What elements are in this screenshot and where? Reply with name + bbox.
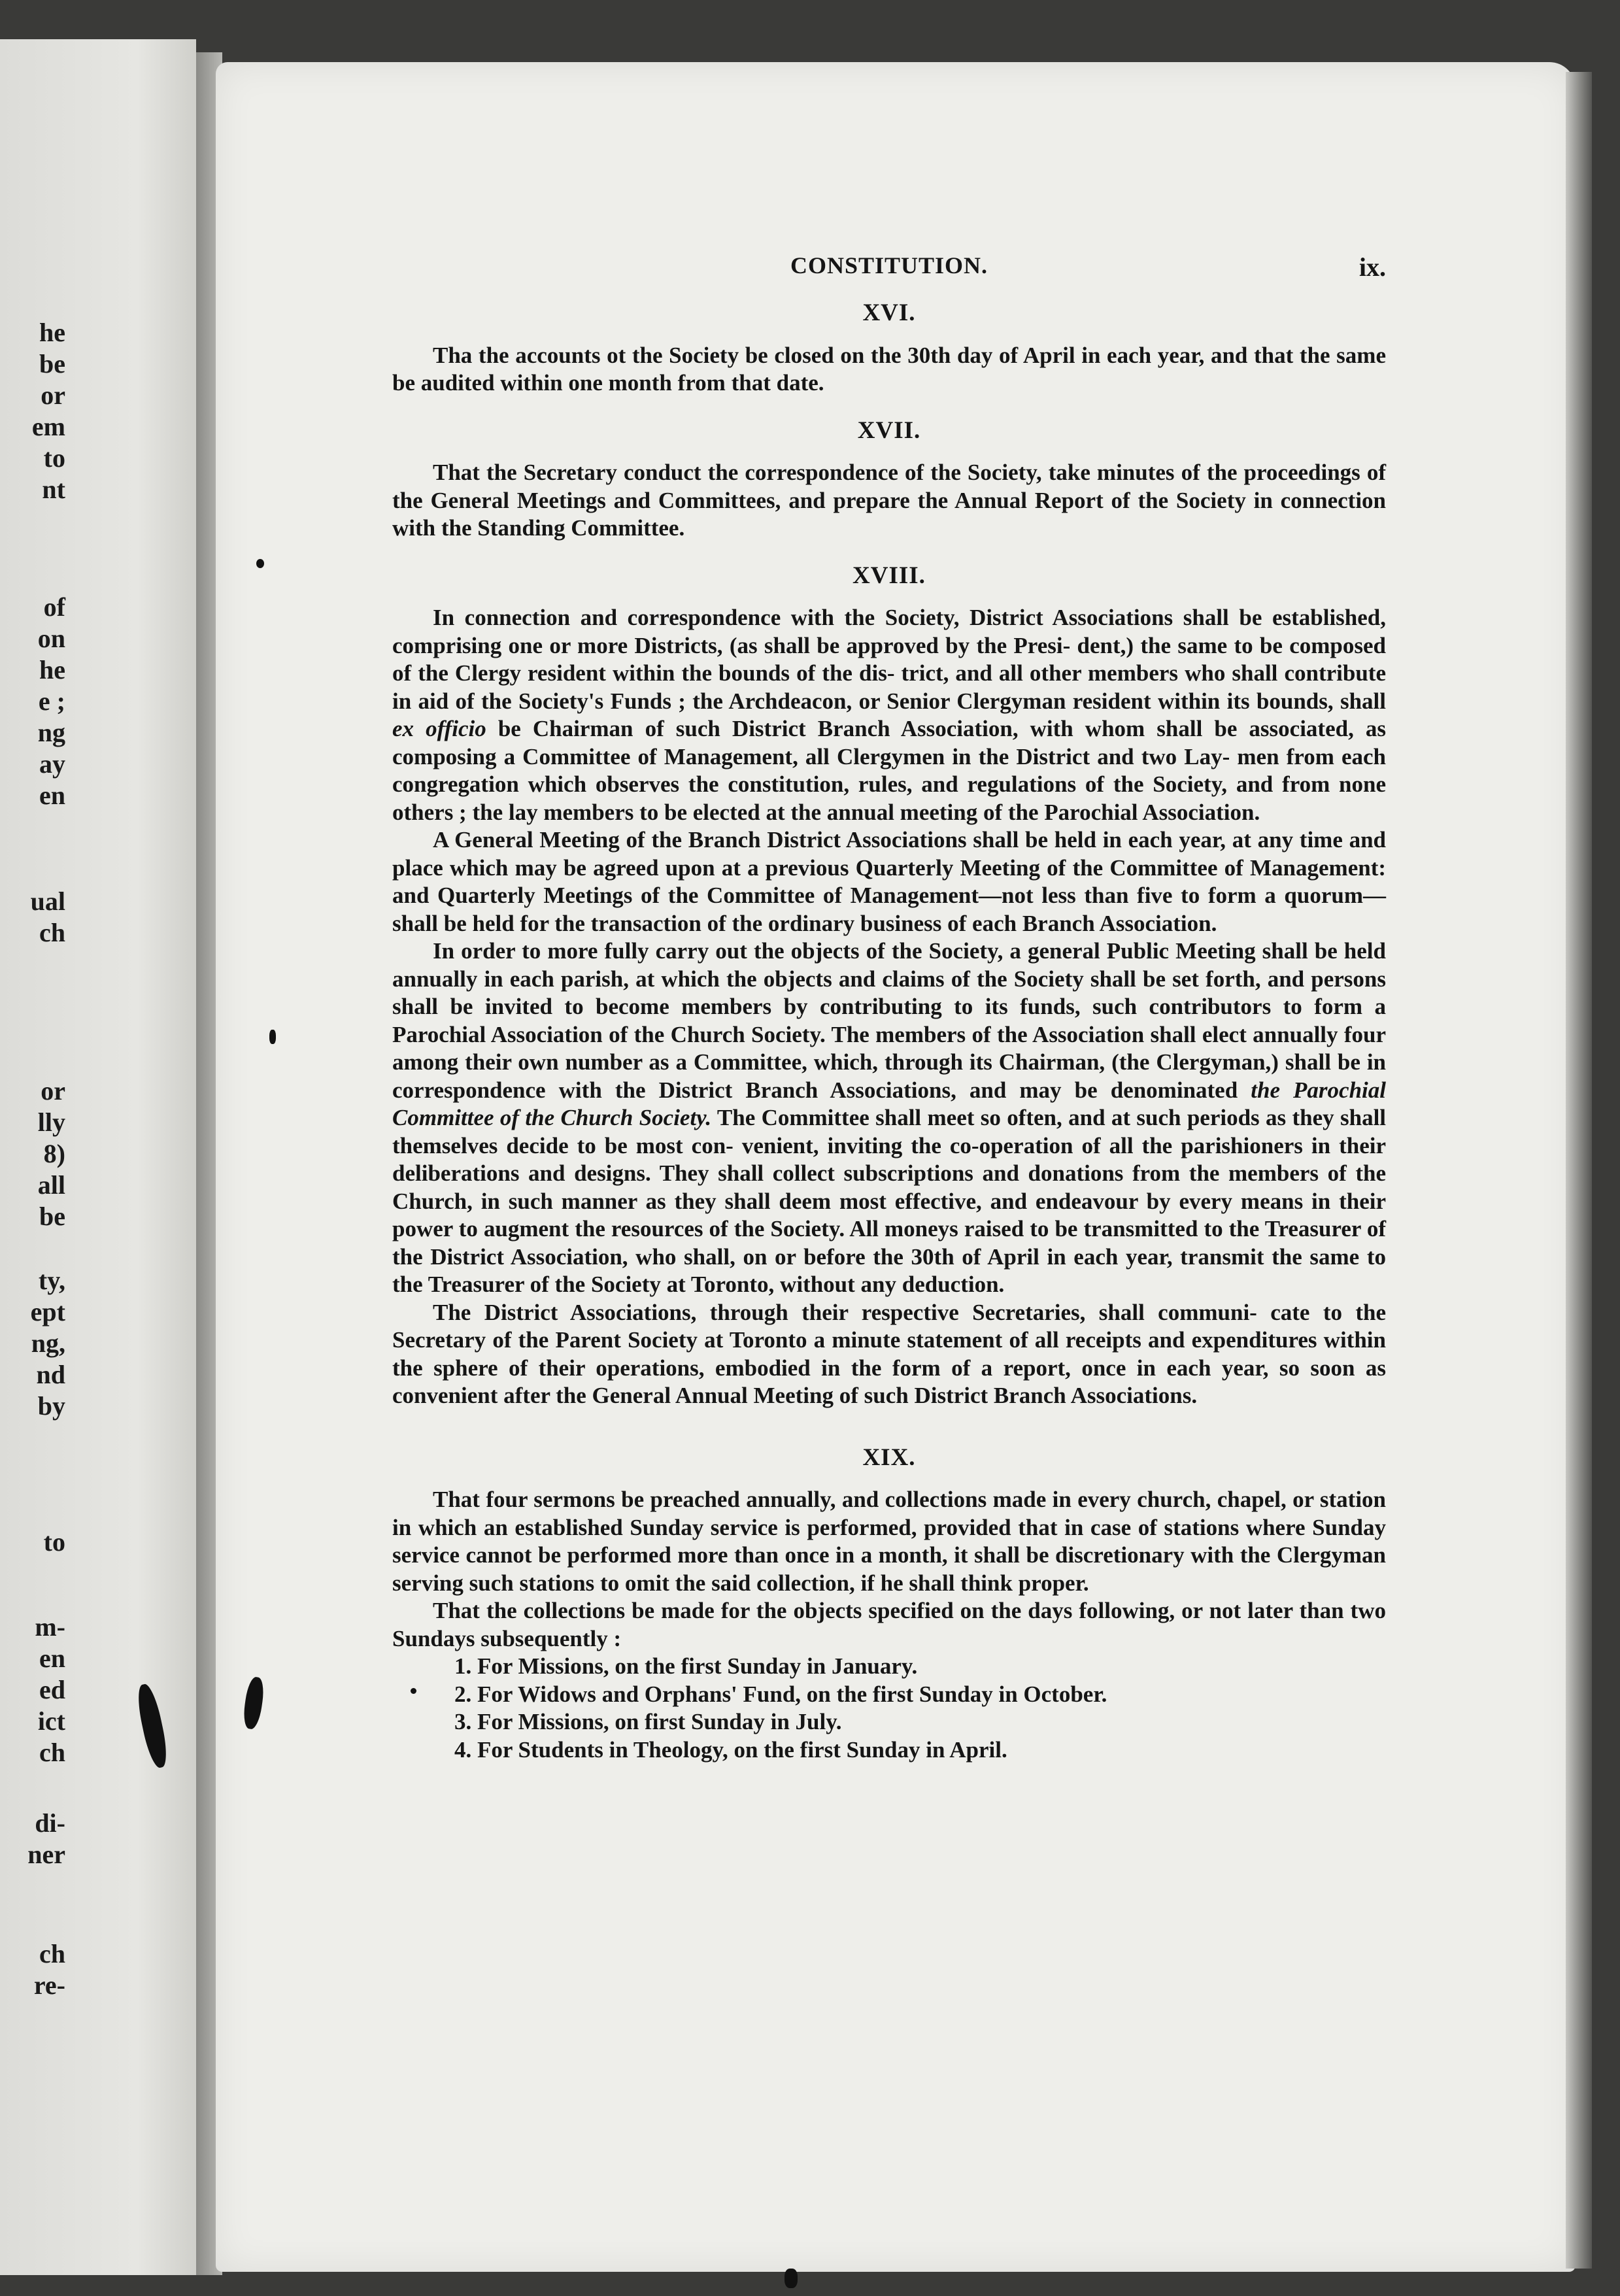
section-xviii-paragraph: In order to more fully carry out the objects of the Society, a general Public Meeting shall be held annually in each parish, at which the objects and claims of the Society shall be set forth, and persons shall be invited to become members by contributing to its funds, such contributors to form a Parochial Association of the Church Society. The members of the Association shall elect annually four among their own number as a Committee, which, through its Chairman, (the Clergyman,) shall be in correspondence with the District Branch Associations, and may be denominated the Parochial Committee of the Church Society. The Committee shall meet so often, and at such periods as they shall themselves decide to be most con- venient, inviting the co-operation of all the parishioners in their deliberations and designs. They shall collect subscriptions and donations from the members of the Church, in such manner as they shall deem most effective, and endeavour by every means in their power to augment the resources of the Society. All moneys raised to be transmitted to the Treasurer of the District Association, who shall, on or before the 30th of April in each year, transmit the same to the Treasurer of the Society at Toronto, without any deduction. [392,938,1387,1297]
page-body [392,248,1386,1764]
section-xviii-paragraph: The District Associations, through their respective Secretaries, shall communi- cate to the Secretary of the Parent Society at Toronto a minute statement of all receipts and expenditures within the sphere of their operations, embodied in the form of a report, once in each year, so soon as convenient after the General Annual Meeting of such District Branch Associations. [392,1299,1387,1408]
page-edge-shadow [1566,72,1592,2269]
list-item: 4. For Students in Theology, on the first Sunday in April. [454,1736,1007,1763]
collection-schedule-list [392,1653,1386,1764]
section-heading-xvii: XVII. [857,416,921,444]
page-title: CONSTITUTION. [790,252,988,279]
section-xvi-text: Tha the accounts ot the Society be closed on the 30th day of April in each year, and that the same be audited within one month from that date. [392,342,1386,396]
section-heading-xviii: XVIII. [852,562,926,589]
section-heading-xix: XIX. [862,1443,916,1471]
margin-fragment-group: di- ner [27,1808,65,1869]
facing-page [0,39,196,2275]
margin-fragment-group: ch re- [33,1939,65,2000]
list-item: 3. For Missions, on first Sunday in July. [454,1709,842,1734]
ink-speck [256,559,264,568]
ink-speck [269,1030,276,1044]
margin-fragment-group: of on he e ; ng ay en [37,592,65,810]
section-xvii-text: That the Secretary conduct the correspondence of the Society, take minutes of the proceedings of the General Meetings and Committees, and prepare the Annual Report of the Society in connection with the Standing Committee. [392,460,1387,541]
margin-fragment-group: ty, ept ng, nd by [30,1266,65,1421]
section-xix-paragraph: That four sermons be preached annually, and collections made in every church, chapel, or station in which an established Sunday service is performed, provided that in case of stations where Sunday service cannot be performed more than once in a month, it shall be discretionary with the Clergyman serving such stations to omit the said collection, if he shall think proper. [392,1487,1387,1596]
list-item: 2. For Widows and Orphans' Fund, on the first Sunday in October. [454,1681,1107,1707]
section-xviii-paragraph: A General Meeting of the Branch District Associations shall be held in each year, at any time and place which may be agreed upon at a previous Quarterly Meeting of the Committee of Management: and Quarterly Meetings of the Committee of Management—not less than five to form a quorum—shall be held for the transaction of the ordinary business of each Branch Association. [392,827,1387,936]
margin-fragment-group: ual ch [30,886,65,947]
list-item: 1. For Missions, on the first Sunday in January. [454,1653,918,1679]
page-number: ix. [1358,252,1386,282]
section-xix-paragraph: That the collections be made for the objects specified on the days following, or not later than two Sundays subsequently : [392,1598,1386,1651]
ink-speck [785,2269,798,2288]
margin-fragment-group: m- en ed ict ch [35,1612,65,1767]
section-xviii-paragraph: In connection and correspondence with the Society, District Associations shall be established, comprising one or more Districts, (as shall be approved by the Presi- dent,) the same to be composed of the Clergy resident within the bounds of the dis- trict, and all other members who shall contribute in aid of the Society's Funds ; the Archdeacon, or Senior Clergyman resident within its bounds, shall ex officio be Chairman of such District Branch Association, with whom shall be associated, as composing a Committee of Management, all Clergymen in the District and two Lay- men from each congregation which observes the constitution, rules, and regulations of the Society, and from none others ; the lay members to be elected at the annual meeting of the Parochial Association. [392,605,1387,825]
margin-fragment-group: to [43,1527,65,1557]
section-heading-xvi: XVI. [862,299,916,326]
margin-fragment-group: or lly 8) all be [37,1076,65,1231]
margin-fragment-group: he be or em to nt [31,318,65,504]
